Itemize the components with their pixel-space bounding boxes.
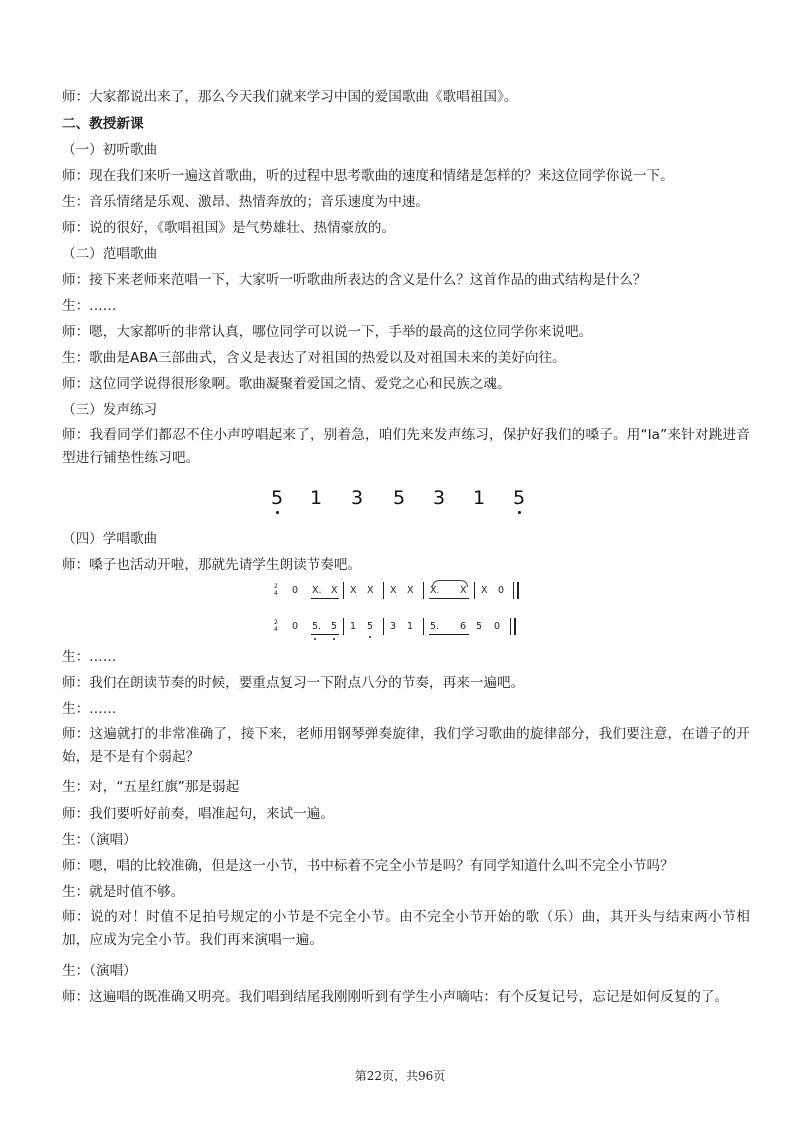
text-line: 生：音乐情绪是乐观、激昂、热情奔放的；音乐速度为中速。 xyxy=(62,194,430,210)
rhythm-symbol: X xyxy=(367,585,374,596)
text-paragraph: 师：这遍就打的非常准确了，接下来，老师用钢琴弹奏旋律，我们学习歌曲的旋律部分，我们要注意，在谱子的开始，是不是有个弱起？ xyxy=(62,726,750,765)
melody-note: 1 xyxy=(473,487,486,509)
text-line: 师：接下来老师来范唱一下，大家听一听歌曲所表达的含义是什么？这首作品的曲式结构是什么？ xyxy=(62,272,647,288)
text-line: 生：…… xyxy=(62,298,117,314)
eighth-underline xyxy=(429,634,469,635)
melody-note: 3 xyxy=(351,487,364,509)
rhythm-symbol: X. xyxy=(430,585,440,596)
final-barline xyxy=(517,582,519,599)
numbered-melody xyxy=(250,487,550,519)
barline xyxy=(423,582,424,599)
rhythm-symbol: 0 xyxy=(292,585,299,596)
text-paragraph: 师：说的对！时值不足拍号规定的小节是不完全小节。由不完全小节开始的歌（乐）曲，其开头与结束两小节相加，应成为完全小节。我们再来演唱一遍。 xyxy=(62,909,750,948)
rhythm-symbol: X xyxy=(390,585,397,596)
low-octave-dot xyxy=(314,638,316,640)
barline xyxy=(474,582,475,599)
subsection-heading: （一）初听歌曲 xyxy=(62,142,158,158)
barline xyxy=(383,618,384,635)
rhythm-symbol: 6 xyxy=(460,621,467,632)
eighth-underline xyxy=(311,634,339,635)
section-heading: 二、教授新课 xyxy=(62,116,144,132)
melody-note: 5 xyxy=(393,487,406,509)
final-barline xyxy=(514,618,516,635)
text-line: 生：对，“五星红旗”那是弱起 xyxy=(62,779,240,795)
barline xyxy=(383,582,384,599)
time-signature: 2 4 xyxy=(274,619,278,633)
melody-note: 5 xyxy=(513,487,525,509)
rhythm-symbol: 1 xyxy=(350,621,357,632)
text-line: 师：嗓子也活动开啦，那就先请学生朗读节奏吧。 xyxy=(62,557,362,573)
text-line: 生：（演唱） xyxy=(62,963,137,979)
rhythm-symbol: 0 xyxy=(494,621,501,632)
rhythm-symbol: 0 xyxy=(498,585,505,596)
rhythm-symbol: 1 xyxy=(407,621,414,632)
melody-note: 3 xyxy=(433,487,446,509)
text-line: 生：（演唱） xyxy=(62,832,137,848)
rhythm-score-2 xyxy=(270,614,530,642)
rhythm-symbol: 5 xyxy=(367,621,374,632)
page-number-footer: 第22页，共96页 xyxy=(354,1069,446,1083)
barline xyxy=(510,618,511,635)
subsection-heading: （二）范唱歌曲 xyxy=(62,246,158,262)
text-line: 生：…… xyxy=(62,701,117,717)
text-paragraph: 师：我看同学们都忍不住小声哼唱起来了，别着急，咱们先来发声练习，保护好我们的嗓子。用“la”来针对跳进音型进行铺垫性练习吧。 xyxy=(62,427,750,466)
text-line: 师：现在我们来听一遍这首歌曲，听的过程中思考歌曲的速度和情绪是怎样的？来这位同学你说一下。 xyxy=(62,168,674,184)
rhythm-symbol: 5 xyxy=(476,621,483,632)
rhythm-symbol: X xyxy=(407,585,414,596)
low-octave-dot xyxy=(518,511,521,514)
barline xyxy=(343,618,344,635)
text-line: 生：歌曲是ABA三部曲式，含义是表达了对祖国的热爱以及对祖国未来的美好向往。 xyxy=(62,350,566,366)
rhythm-symbol: 5. xyxy=(430,621,440,632)
eighth-underline xyxy=(311,598,339,599)
rhythm-score-1 xyxy=(270,578,530,606)
rhythm-symbol: X. xyxy=(312,585,322,596)
rhythm-symbol: 5. xyxy=(312,621,322,632)
rhythm-symbol: X xyxy=(481,585,488,596)
subsection-heading: （四）学唱歌曲 xyxy=(62,531,158,547)
text-line: 师：我们要听好前奏，唱准起句，来试一遍。 xyxy=(62,806,334,822)
rhythm-symbol: X xyxy=(350,585,357,596)
barline xyxy=(343,582,344,599)
barline xyxy=(513,582,514,599)
rhythm-symbol: X xyxy=(331,585,338,596)
text-line: 生：就是时值不够。 xyxy=(62,884,185,900)
rhythm-symbol: 0 xyxy=(292,621,299,632)
text-line: 师：这遍唱的既准确又明亮。我们唱到结尾我刚刚听到有学生小声嘀咕：有个反复记号，忘记是如何反复的了。 xyxy=(62,989,729,1005)
text-line: 师：嗯，唱的比较准确，但是这一小节，书中标着不完全小节是吗？有同学知道什么叫不完全小节吗？ xyxy=(62,858,674,874)
barline xyxy=(423,618,424,635)
melody-note: 1 xyxy=(310,487,323,509)
text-line: 师：嗯，大家都听的非常认真，哪位同学可以说一下，手举的最高的这位同学你来说吧。 xyxy=(62,324,593,340)
low-octave-dot xyxy=(276,511,279,514)
text-line: 生：…… xyxy=(62,649,117,665)
melody-note: 5 xyxy=(271,487,283,509)
subsection-heading: （三）发声练习 xyxy=(62,402,158,418)
low-octave-dot xyxy=(333,638,335,640)
text-line: 师：我们在朗读节奏的时候，要重点复习一下附点八分的节奏，再来一遍吧。 xyxy=(62,675,525,691)
eighth-underline xyxy=(429,598,469,599)
text-line: 师：这位同学说得很形象啊。歌曲凝聚着爱国之情、爱党之心和民族之魂。 xyxy=(62,376,511,392)
rhythm-symbol: X xyxy=(460,585,467,596)
rhythm-symbol: 5 xyxy=(331,621,338,632)
text-line: 师：说的很好，《歌唱祖国》是气势雄壮、热情豪放的。 xyxy=(62,220,396,236)
low-octave-dot xyxy=(369,636,371,638)
time-signature: 2 4 xyxy=(274,583,278,597)
text-line: 师：大家都说出来了，那么今天我们就来学习中国的爱国歌曲《歌唱祖国》。 xyxy=(62,89,518,105)
rhythm-symbol: 3 xyxy=(390,621,397,632)
